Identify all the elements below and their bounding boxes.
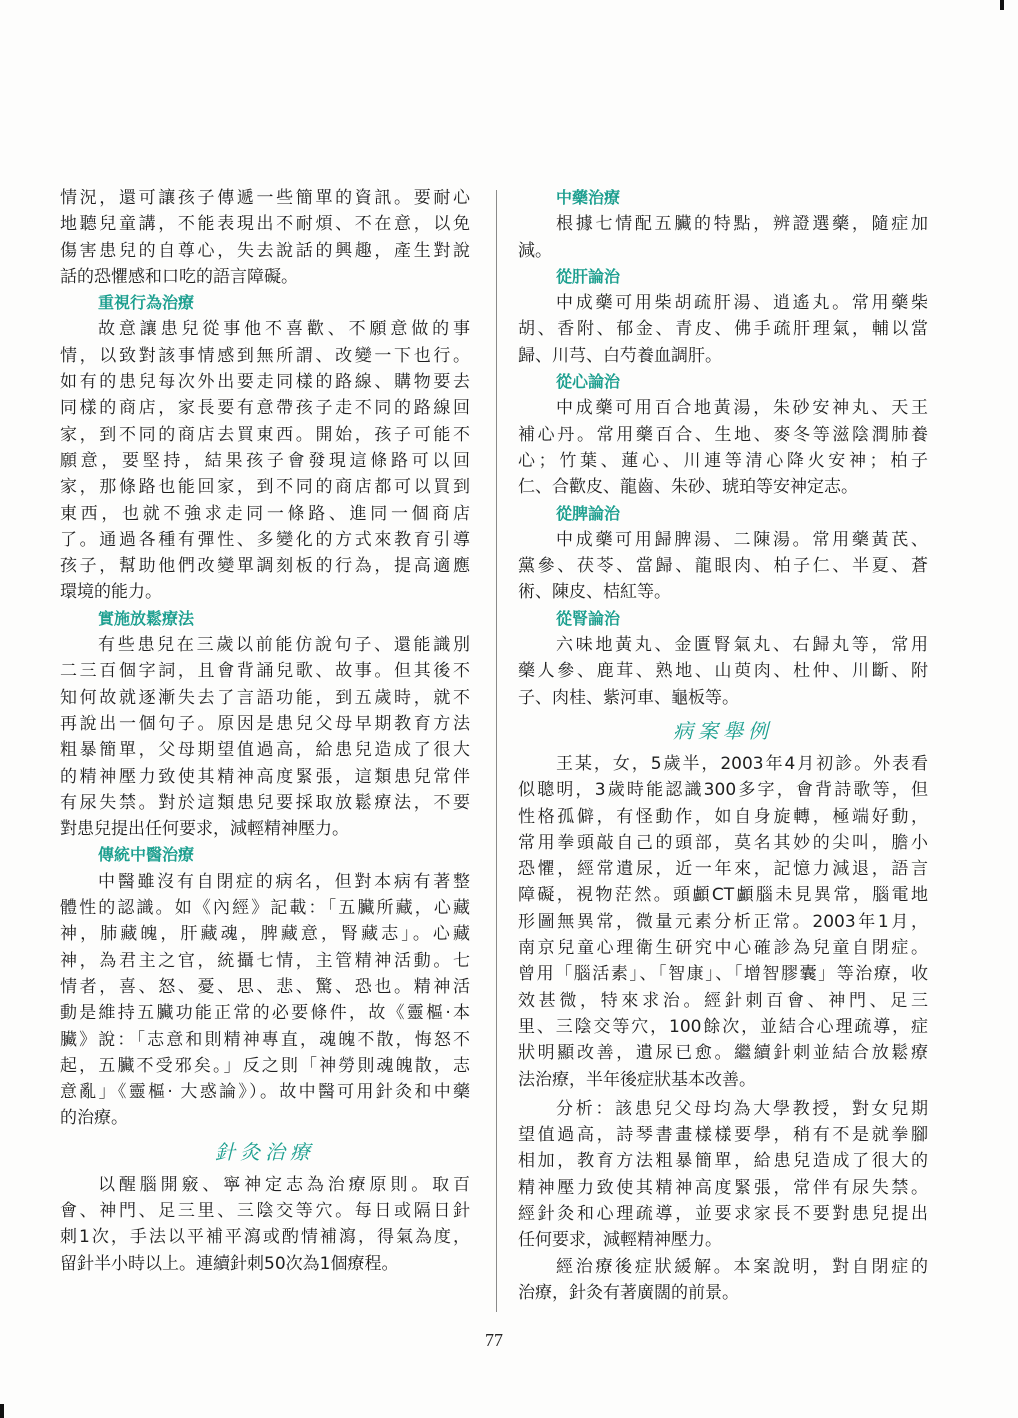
subheading-liver: 從肝論治 — [556, 266, 621, 286]
text-line: 障礙，視物茫然。頭顱CT顱腦未見異常，腦電地 — [518, 885, 928, 906]
text-line: 常用拳頭敲自己的頭部，莫名其妙的尖叫，膽小 — [518, 832, 928, 853]
text-line: 同樣的商店，家長要有意帶孩子走不同的路線回 — [60, 398, 470, 419]
column-divider — [496, 190, 497, 1312]
text-line: 孩子，幫助他們改變單調刻板的行為，提高適應 — [60, 556, 470, 577]
text-line: 中醫雖沒有自閉症的病名，但對本病有著整 — [98, 871, 470, 892]
subheading-tcm-therapy: 傳統中醫治療 — [98, 845, 195, 865]
text-line: 性格孤僻，有怪動作，如自身旋轉，極端好動， — [518, 806, 928, 827]
subheading-herbal-therapy: 中藥治療 — [556, 188, 621, 207]
text-line: 曾用「腦活素」、「智康」、「增智膠囊」等治療，收 — [518, 964, 928, 985]
text-line: 六味地黃丸、金匱腎氣丸、右歸丸等，常用 — [556, 635, 928, 656]
relaxation-therapy-paragraph — [60, 632, 470, 842]
text-line: 情，以致對該事情感到無所謂、改變一下也行。 — [60, 345, 470, 366]
text-line: 黨參、茯苓、當歸、龍眼肉、柏子仁、半夏、蒼 — [518, 556, 928, 577]
text-line: 二三百個字詞，且會背誦兒歌、故事。但其後不 — [60, 661, 470, 682]
text-line: 了。通過各種有彈性、多變化的方式來教育引導 — [60, 529, 470, 550]
text-line: 動是維持五臟功能正常的必要條件，故《靈樞·本 — [60, 1003, 470, 1024]
text-line: 仁、合歡皮、龍齒、朱砂、琥珀等安神定志。 — [518, 477, 858, 498]
right-column — [518, 185, 928, 1306]
text-line: 有些患兒在三歲以前能仿說句子、還能識別 — [98, 635, 470, 656]
text-line: 精神壓力致使其精神高度緊張，常伴有尿失禁。 — [518, 1177, 928, 1198]
kidney-paragraph — [518, 632, 928, 711]
text-line: 中成藥可用百合地黃湯，朱砂安神丸、天王 — [556, 398, 928, 419]
text-line: 神，為君主之官，統攝七情，主管精神活動。七 — [60, 950, 470, 971]
heart-paragraph — [518, 395, 928, 500]
left-column — [60, 185, 470, 1277]
subheading-relaxation-therapy: 實施放鬆療法 — [98, 608, 195, 628]
text-line: 補心丹。常用藥百合、生地、麥冬等滋陰潤肺養 — [518, 424, 928, 445]
text-line: 經針灸和心理疏導，並要求家長不要對患兒提出 — [518, 1203, 928, 1224]
text-line: 法治療，半年後症狀基本改善。 — [518, 1069, 756, 1090]
text-line: 留針半小時以上。連續針刺50次為1個療程。 — [60, 1253, 399, 1274]
text-line: 術、陳皮、桔紅等。 — [518, 582, 671, 603]
text-line: 以醒腦開竅、寧神定志為治療原則。取百 — [98, 1174, 470, 1195]
text-line: 話的恐懼感和口吃的語言障礙。 — [60, 266, 298, 287]
text-line: 神，肺藏魄，肝藏魂，脾藏意，腎藏志」。心藏 — [60, 924, 470, 945]
text-line: 心；竹葉、蓮心、川連等清心降火安神；柏子 — [518, 450, 928, 471]
subheading-kidney: 從腎論治 — [556, 608, 621, 628]
text-line: 似聰明，3歲時能認識300多字，會背詩歌等，但 — [518, 780, 928, 801]
text-line: 知何故就逐漸失去了言語功能，到五歲時，就不 — [60, 687, 470, 708]
subheading-spleen: 從脾論治 — [556, 503, 621, 523]
text-line: 故意讓患兒從事他不喜歡、不願意做的事 — [98, 319, 470, 340]
analysis-paragraph — [518, 1096, 928, 1254]
text-line: 里、三陰交等穴，100餘次，並結合心理疏導，症 — [518, 1016, 928, 1037]
text-line: 情況，還可讓孩子傳遞一些簡單的資訊。要耐心 — [60, 188, 470, 208]
text-line: 南京兒童心理衛生研究中心確診為兒童自閉症。 — [518, 938, 928, 959]
text-line: 刺1次，手法以平補平瀉或酌情補瀉，得氣為度， — [60, 1227, 470, 1248]
text-line: 減。 — [518, 240, 552, 261]
text-line: 狀明顯改善，遺尿已愈。繼續針刺並結合放鬆療 — [518, 1043, 928, 1064]
text-line: 效甚微，特來求治。經針刺百會、神門、足三 — [518, 990, 928, 1011]
herbal-therapy-paragraph — [518, 211, 928, 264]
text-line: 治療，針灸有著廣闊的前景。 — [518, 1282, 739, 1303]
behavior-therapy-paragraph — [60, 316, 470, 605]
text-line: 臟》說：「志意和則精神專直，魂魄不散，悔怒不 — [60, 1029, 470, 1050]
text-line: 子、肉桂、紫河車、龜板等。 — [518, 687, 739, 708]
text-line: 望值過高，詩琴書畫樣樣要學，稍有不是就拳腳 — [518, 1125, 928, 1146]
subheading-heart: 從心論治 — [556, 372, 621, 392]
text-line: 有尿失禁。對於這類患兒要採取放鬆療法，不要 — [60, 792, 470, 813]
scan-edge-mark — [0, 1404, 4, 1418]
text-line: 意亂」《靈樞· 大惑論》）。故中醫可用針灸和中藥 — [60, 1082, 470, 1103]
text-line: 對患兒提出任何要求，減輕精神壓力。 — [60, 819, 349, 840]
text-line: 相加，教育方法粗暴簡單，給患兒造成了很大的 — [518, 1151, 928, 1172]
text-line: 的治療。 — [60, 1108, 128, 1129]
text-line: 經治療後症狀緩解。本案說明，對自閉症的 — [556, 1256, 928, 1277]
scan-edge-mark — [1000, 0, 1004, 10]
text-line: 胡、香附、郁金、青皮、佛手疏肝理氣，輔以當 — [518, 319, 928, 340]
text-line: 體性的認識。如《內經》記載：「五臟所藏，心藏 — [60, 898, 470, 919]
liver-paragraph — [518, 290, 928, 369]
text-line: 如有的患兒每次外出要走同樣的路線、購物要去 — [60, 372, 470, 393]
text-line: 歸、川芎、白芍養血調肝。 — [518, 345, 722, 366]
text-line: 中成藥可用歸脾湯、二陳湯。常用藥黃芪、 — [556, 529, 928, 550]
text-line: 任何要求，減輕精神壓力。 — [518, 1230, 722, 1251]
acupuncture-paragraph — [60, 1172, 470, 1277]
text-line: 藥人參、鹿茸、熟地、山萸肉、杜仲、川斷、附 — [518, 661, 928, 682]
text-line: 中成藥可用柴胡疏肝湯、逍遙丸。常用藥柴 — [556, 293, 928, 314]
section-title-case-example: 病案舉例 — [673, 718, 773, 743]
conclusion-paragraph — [518, 1254, 928, 1307]
text-line: 環境的能力。 — [60, 582, 162, 603]
subheading-behavior-therapy: 重視行為治療 — [98, 293, 195, 313]
text-line: 王某，女，5歲半，2003年4月初診。外表看 — [556, 753, 928, 774]
section-title-acupuncture: 針灸治療 — [215, 1139, 315, 1164]
intro-paragraph — [60, 185, 470, 290]
text-line: 願意，要堅持，結果孩子會發現這條路可以回 — [60, 450, 470, 471]
page-number: 77 — [485, 1330, 503, 1350]
text-line: 形圖無異常，微量元素分析正常。2003年1月， — [518, 911, 928, 932]
text-line: 粗暴簡單，父母期望值過高，給患兒造成了很大 — [60, 740, 470, 761]
text-line: 再說出一個句子。原因是患兒父母早期教育方法 — [60, 713, 470, 734]
text-line: 根據七情配五臟的特點，辨證選藥，隨症加 — [556, 214, 928, 235]
text-line: 地聽兒童講，不能表現出不耐煩、不在意，以免 — [60, 214, 470, 235]
spleen-paragraph — [518, 527, 928, 606]
text-line: 家，到不同的商店去買東西。開始，孩子可能不 — [60, 424, 470, 445]
text-line: 分析：該患兒父母均為大學教授，對女兒期 — [556, 1098, 928, 1119]
tcm-therapy-paragraph — [60, 869, 470, 1132]
text-line: 起，五臟不受邪矣。」反之則「神勞則魂魄散，志 — [60, 1055, 470, 1076]
text-line: 傷害患兒的自尊心，失去說話的興趣，產生對說 — [60, 240, 470, 261]
text-line: 東西，也就不強求走同一條路、進同一個商店 — [60, 503, 470, 524]
text-line: 恐懼，經常遺尿，近一年來，記憶力減退，語言 — [518, 859, 928, 880]
text-line: 家，那條路也能回家，到不同的商店都可以買到 — [60, 477, 470, 498]
case-paragraph — [518, 751, 928, 1093]
text-line: 的精神壓力致使其精神高度緊張，這類患兒常伴 — [60, 766, 470, 787]
text-line: 情者，喜、怒、憂、思、悲、驚、恐也。精神活 — [60, 976, 470, 997]
text-line: 會、神門、足三里、三陰交等穴。每日或隔日針 — [60, 1200, 470, 1221]
